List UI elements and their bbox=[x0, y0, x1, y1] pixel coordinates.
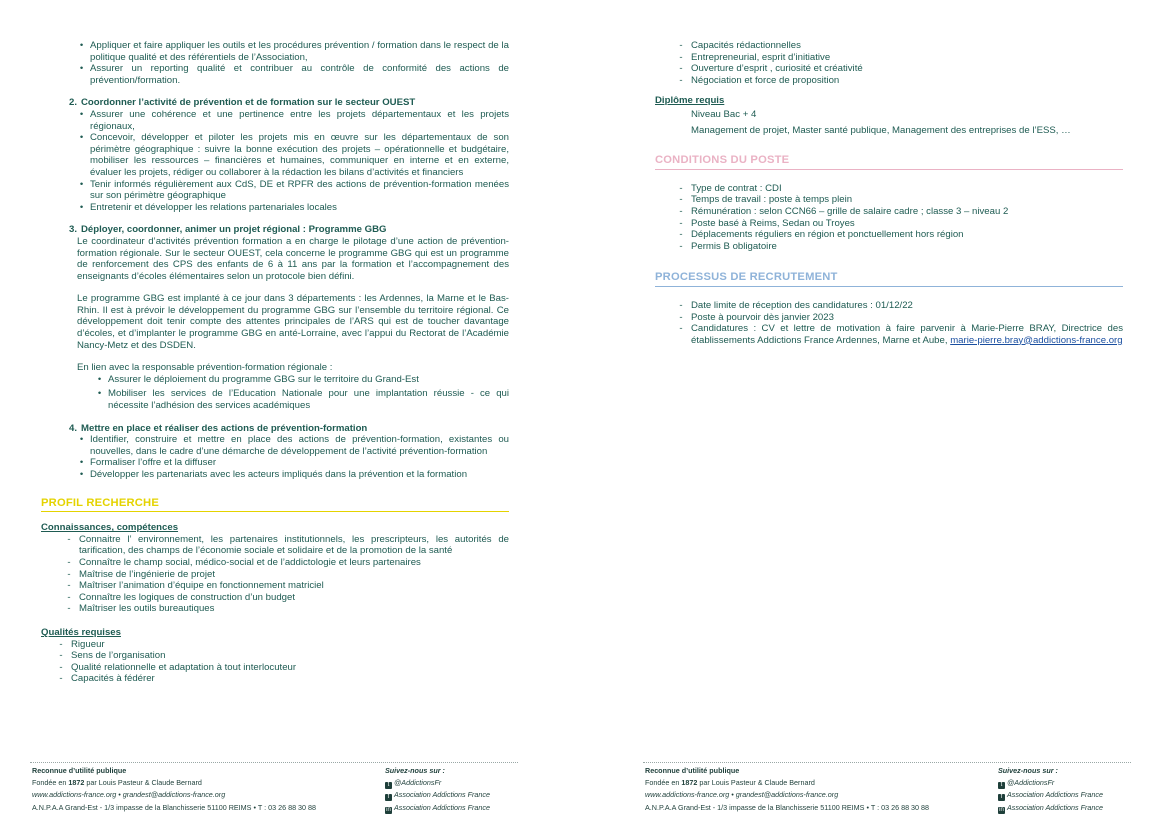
facebook-icon: f bbox=[998, 794, 1005, 801]
qualites-title: Qualités requises bbox=[41, 626, 121, 638]
conditions-heading: CONDITIONS DU POSTE bbox=[655, 155, 1123, 170]
diplome-fields: Management de projet, Master santé publique, Management des entreprises de l’ESS, … bbox=[691, 124, 1071, 136]
list-item: • Concevoir, développer et piloter les projets mis en œuvre sur les départementaux de son périmètre géographique : suivre la bonne exécution des projets – opérationnelle et budgétaire, mobiliser les ressources – financières et humaines, communiquer en interne et en externe, évaluer les projets, rédiger ou collaborer à la rédaction les bilans d’activités et financiers bbox=[79, 132, 509, 178]
profil-heading: PROFIL RECHERCHE bbox=[41, 498, 509, 513]
intro-bullet-list bbox=[41, 40, 509, 86]
list-item: • Développer les partenariats avec les acteurs impliqués dans la prévention et la formation bbox=[79, 469, 468, 480]
list-item: - Poste basé à Reims, Sedan ou Troyes bbox=[679, 217, 855, 229]
twitter-icon: t bbox=[998, 782, 1005, 789]
list-item: - Sens de l’organisation bbox=[59, 650, 166, 662]
conditions-list bbox=[655, 183, 1123, 253]
list-item: - Capacités rédactionnelles bbox=[679, 40, 801, 51]
paragraph: Le programme GBG est implanté à ce jour dans 3 départements : les Ardennes, la Marne et le Bas-Rhin. Il est à prévoir le développement du programme GBG sur l’ensemble du territoire régional. Ce développement doit tenir compte des attentes principales de l’ARS qui est de toucher davantage d’écoles, et d’implanter le programme GBG en anté-Lorraine, avec l’appui du Rectorat de l’Académie Nancy-Metz et des DSDEN. bbox=[77, 293, 509, 351]
list-item: - Maîtrise de l’ingénierie de projet bbox=[67, 568, 215, 580]
list-item: - Temps de travail : poste à temps plein bbox=[679, 194, 853, 206]
list-item: - Maîtriser l’animation d’équipe en fonctionnement matriciel bbox=[67, 580, 324, 592]
footer-right-page bbox=[643, 762, 1131, 813]
section-4-bullets bbox=[41, 434, 509, 480]
footer-info: Reconnue d’utilité publique Fondée en 1872 par Louis Pasteur & Claude Bernard www.addictions-france.org • grandest@addictions-france.org A.N.P.A.A Grand-Est - 1/3 impasse de la Blanchisserie 51100 REIMS • T : 03 26 88 30 88 bbox=[645, 765, 995, 814]
section-3-bullets bbox=[77, 374, 509, 412]
paragraph: En lien avec la responsable prévention-formation régionale : bbox=[77, 362, 333, 374]
list-item: - Type de contrat : CDI bbox=[679, 182, 782, 194]
section-2-bullets bbox=[41, 109, 509, 213]
paragraph: Le coordinateur d’activités prévention formation a en charge le pilotage d’une action de prévention-formation régionale. Sur le secteur OUEST, cela concerne le programme GBG qui est un programme de renforcement des CPS des enfants de 6 à 11 ans par la formation et l’accompagnement des enseignants d’écoles élémentaires selon un protocole bien défini. bbox=[77, 235, 509, 282]
list-item: • Formaliser l’offre et la diffuser bbox=[79, 457, 217, 469]
list-item: - Ouverture d’esprit , curiosité et créativité bbox=[679, 63, 863, 75]
twitter-link[interactable]: t @AddictionsFr bbox=[385, 777, 525, 789]
list-item: • Tenir informés régulièrement aux CdS, DE et RPFR des actions de prévention-formation menées sur son périmètre géographique bbox=[79, 178, 509, 202]
list-item: - Rémunération : selon CCN66 – grille de salaire cadre ; classe 3 – niveau 2 bbox=[679, 205, 1009, 217]
list-item: - Capacités à fédérer bbox=[59, 673, 155, 685]
twitter-link[interactable]: t @AddictionsFr bbox=[998, 777, 1138, 789]
footer-info: Reconnue d’utilité publique Fondée en 1872 par Louis Pasteur & Claude Bernard www.addictions-france.org • grandest@addictions-france.org A.N.P.A.A Grand-Est - 1/3 impasse de la Blanchisserie 51100 REIMS • T : 03 26 88 30 88 bbox=[32, 765, 382, 814]
contact-email-link[interactable]: marie-pierre.bray@addictions-france.org bbox=[950, 334, 1123, 346]
list-item: • Assurer une cohérence et une pertinence entre les projets départementaux et les projets régionaux, bbox=[79, 108, 509, 132]
list-item: - Permis B obligatoire bbox=[679, 240, 777, 252]
list-item: • Mobiliser les services de l’Education Nationale pour une implantation réussie - ce qui nécessite l’adhésion des services académiques bbox=[97, 388, 509, 412]
list-item: - Poste à pourvoir dès janvier 2023 bbox=[679, 311, 834, 323]
facebook-link[interactable]: f Association Addictions France bbox=[385, 789, 525, 801]
list-item: - Maîtriser les outils bureautiques bbox=[67, 603, 215, 615]
section-2-title: 2. Coordonner l’activité de prévention et de formation sur le secteur OUEST bbox=[68, 97, 416, 109]
list-item: - Rigueur bbox=[59, 638, 105, 650]
connaissances-title: Connaissances, compétences bbox=[41, 522, 179, 534]
linkedin-icon: in bbox=[999, 806, 1004, 813]
list-item: • Identifier, construire et mettre en place des actions de prévention-formation, existantes ou nouvelles, dans le cadre d’une démarche de développement de l’activité prévention-formation bbox=[79, 434, 509, 457]
list-item: - Connaître les logiques de construction d’un budget bbox=[67, 591, 296, 603]
footer-left-page bbox=[30, 762, 518, 813]
list-item: - Entrepreneurial, esprit d’initiative bbox=[679, 51, 831, 63]
right-column bbox=[655, 40, 1123, 346]
twitter-icon: t bbox=[385, 782, 392, 789]
qualites-continued-list bbox=[655, 40, 1123, 86]
qualites-list bbox=[41, 639, 509, 685]
diplome-body bbox=[655, 109, 1123, 136]
facebook-icon: f bbox=[385, 794, 392, 801]
list-item: - Connaitre l’ environnement, les partenaires institutionnels, les prescripteurs, les autorités de tarification, des champs de l’économie sociale et solidaire et de la promotion de la santé bbox=[67, 533, 509, 557]
linkedin-link[interactable]: in Association Addictions France bbox=[999, 802, 1104, 813]
left-column bbox=[41, 40, 509, 685]
footer-social: Suivez-nous sur : t @AddictionsFr f Association Addictions France in Association Addictions France bbox=[998, 765, 1138, 814]
footer-web-email[interactable]: www.addictions-france.org • grandest@addictions-france.org bbox=[32, 790, 226, 800]
linkedin-link[interactable]: in Association Addictions France bbox=[386, 802, 491, 813]
list-item: - Négociation et force de proposition bbox=[679, 74, 840, 86]
list-item: - Candidatures : CV et lettre de motivation à faire parvenir à Marie-Pierre BRAY, Directrice des établissements Addictions France Ardennes, Marne et Aube, marie-pierre.bray@addictions-france.org bbox=[679, 323, 1123, 346]
section-3-body bbox=[41, 236, 509, 412]
list-item: • Entretenir et développer les relations partenariales locales bbox=[79, 201, 337, 213]
list-item: - Connaître le champ social, médico-social et de l’addictologie et leurs partenaires bbox=[67, 556, 421, 568]
list-item: - Qualité relationnelle et adaptation à tout interlocuteur bbox=[59, 661, 297, 673]
list-item: - Date limite de réception des candidatures : 01/12/22 bbox=[679, 299, 913, 311]
linkedin-icon: in bbox=[386, 806, 391, 813]
section-3-title: 3. Déployer, coordonner, animer un projet régional : Programme GBG bbox=[68, 224, 387, 236]
section-4-title: 4. Mettre en place et réaliser des actions de prévention-formation bbox=[68, 422, 368, 434]
diplome-title: Diplôme requis bbox=[655, 95, 725, 107]
footer-web-email[interactable]: www.addictions-france.org • grandest@addictions-france.org bbox=[645, 790, 839, 800]
facebook-link[interactable]: f Association Addictions France bbox=[998, 789, 1138, 801]
footer-social: Suivez-nous sur : t @AddictionsFr f Association Addictions France in Association Addictions France bbox=[385, 765, 525, 814]
diplome-level: Niveau Bac + 4 bbox=[691, 108, 757, 120]
processus-list bbox=[655, 300, 1123, 346]
list-item: • Assurer le déploiement du programme GBG sur le territoire du Grand-Est bbox=[97, 373, 419, 385]
processus-heading: PROCESSUS DE RECRUTEMENT bbox=[655, 272, 1123, 287]
list-item: • Assurer un reporting qualité et contribuer au contrôle de conformité des actions de prévention/formation. bbox=[79, 63, 509, 86]
candidatures-item: Candidatures : CV et lettre de motivation à faire parvenir à Marie-Pierre BRAY, Directrice des établissements Addictions France Ardennes, Marne et Aube, marie-pierre.bray@addictions-france.org bbox=[691, 323, 1123, 346]
list-item: - Déplacements réguliers en région et ponctuellement hors région bbox=[679, 229, 964, 241]
connaissances-list bbox=[41, 534, 509, 615]
list-item: • Appliquer et faire appliquer les outils et les procédures prévention / formation dans le respect de la politique qualité et des référentiels de l’Association, bbox=[79, 40, 509, 63]
